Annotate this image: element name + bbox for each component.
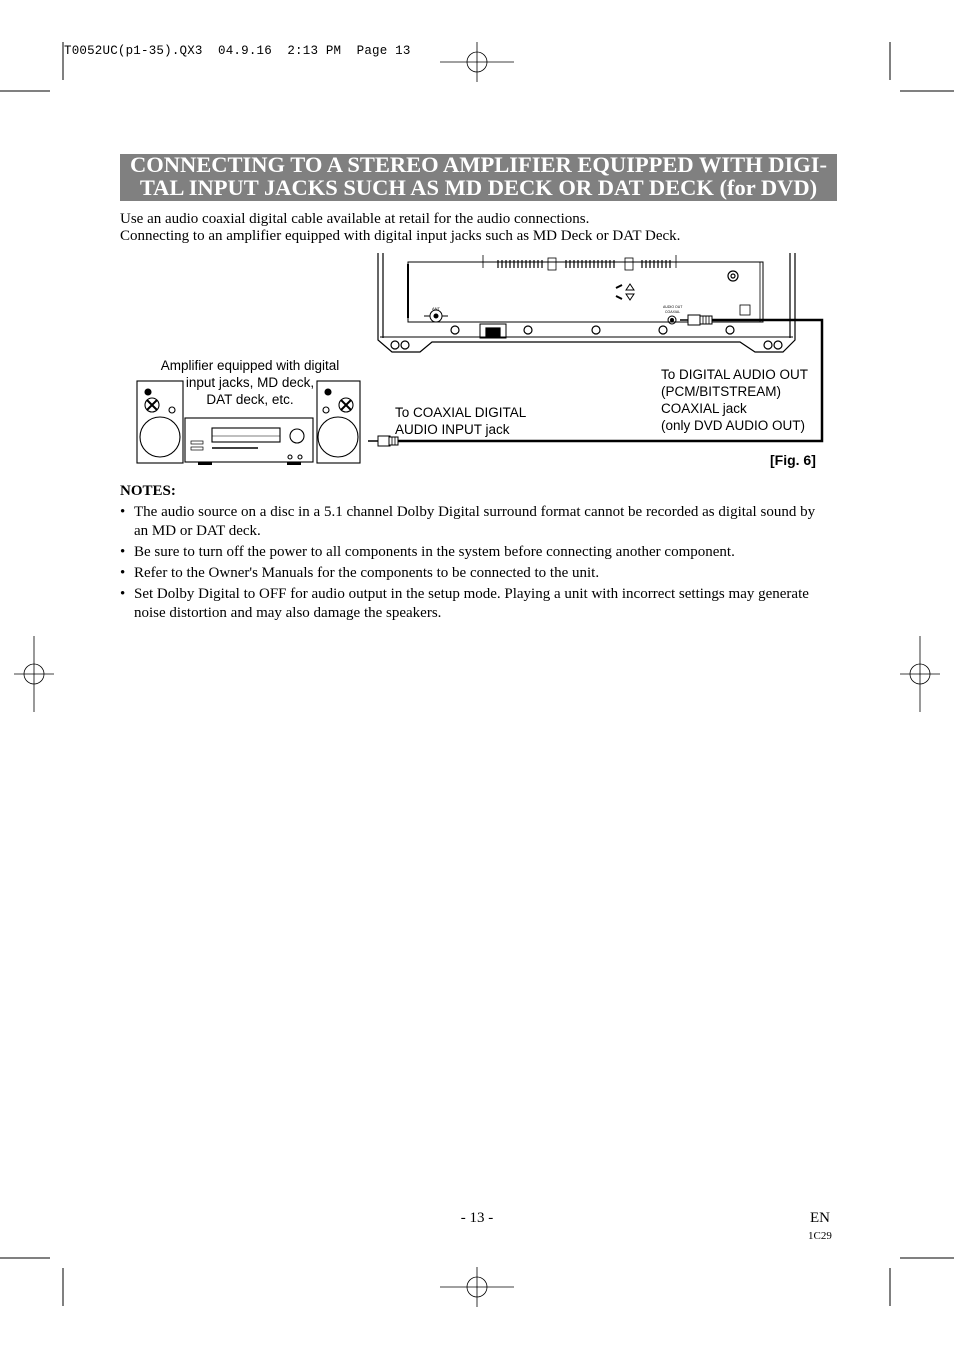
digital-out-label — [661, 366, 808, 434]
title-line-2: TAL INPUT JACKS SUCH AS MD DECK OR DAT DECK (for DVD) — [139, 175, 818, 200]
figure-label: [Fig. 6] — [770, 452, 816, 468]
registration-mark-right — [900, 636, 940, 712]
note-text: Be sure to turn off the power to all components in the system before connecting another component. — [134, 544, 735, 560]
audio-out-jack-label-2: COAXIAL — [665, 310, 681, 314]
coaxial-input-label-line-1: To COAXIAL DIGITAL — [395, 405, 527, 420]
note-text: The audio source on a disc in a 5.1 channel Dolby Digital surround format cannot be recorded as digital sound by an MD or DAT deck. — [134, 504, 816, 539]
vent-slots — [498, 260, 670, 268]
digital-out-label-line-2: (PCM/BITSTREAM) — [661, 384, 781, 399]
note-text: Set Dolby Digital to OFF for audio output in the setup mode. Playing a unit with incorrect settings may generate noise distortion and may also damage the speakers. — [134, 586, 809, 621]
amplifier-label-line-2: input jacks, MD deck, — [185, 375, 315, 390]
intro-line-2: Connecting to an amplifier equipped with digital input jacks such as MD Deck or DAT Deck. — [120, 228, 681, 244]
coaxial-input-label — [395, 404, 526, 438]
list-item: • The audio source on a disc in a 5.1 channel Dolby Digital surround format cannot be recorded as digital sound by an MD or DAT deck. — [120, 504, 816, 539]
document-code: 1C29 — [808, 1230, 832, 1242]
print-slug: T0052UC(p1-35).QX3 04.9.16 2:13 PM Page 13 — [64, 44, 411, 58]
ant-jack-icon — [424, 310, 448, 322]
amplifier-label — [150, 357, 350, 408]
coaxial-input-label-line-2: AUDIO INPUT jack — [395, 422, 510, 437]
audio-out-jack-label-1: AUDIO OUT — [663, 305, 683, 309]
audio-out-coaxial-jack-icon — [668, 316, 676, 324]
registration-mark-left — [14, 636, 54, 712]
digital-out-label-line-3: COAXIAL jack — [661, 401, 747, 416]
page-number: - 13 - — [460, 1210, 494, 1226]
list-item: • Refer to the Owner's Manuals for the components to be connected to the unit. — [120, 565, 600, 581]
digital-out-label-line-1: To DIGITAL AUDIO OUT — [661, 367, 809, 382]
notes-heading: NOTES: — [120, 483, 176, 499]
intro-line-1: Use an audio coaxial digital cable available at retail for the audio connections. — [120, 211, 590, 227]
note-text: Refer to the Owner's Manuals for the components to be connected to the unit. — [134, 565, 600, 581]
list-item: • Set Dolby Digital to OFF for audio output in the setup mode. Playing a unit with incorrect settings may generate noise distortion and may also damage the speakers. — [120, 586, 809, 621]
panel-symbols-icon — [616, 284, 634, 300]
language-code: EN — [810, 1210, 830, 1226]
title-line-1: CONNECTING TO A STEREO AMPLIFIER EQUIPPED WITH DIGI- — [129, 152, 828, 177]
notes-list — [120, 503, 820, 625]
digital-out-label-line-4: (only DVD AUDIO OUT) — [661, 418, 806, 433]
ant-jack-label: ANT — [432, 306, 440, 311]
list-item: • Be sure to turn off the power to all components in the system before connecting another component. — [120, 544, 735, 560]
amplifier-label-line-3: DAT deck, etc. — [206, 392, 294, 407]
amplifier-label-line-1: Amplifier equipped with digital — [160, 358, 340, 373]
registration-mark-bottom — [440, 1267, 514, 1307]
